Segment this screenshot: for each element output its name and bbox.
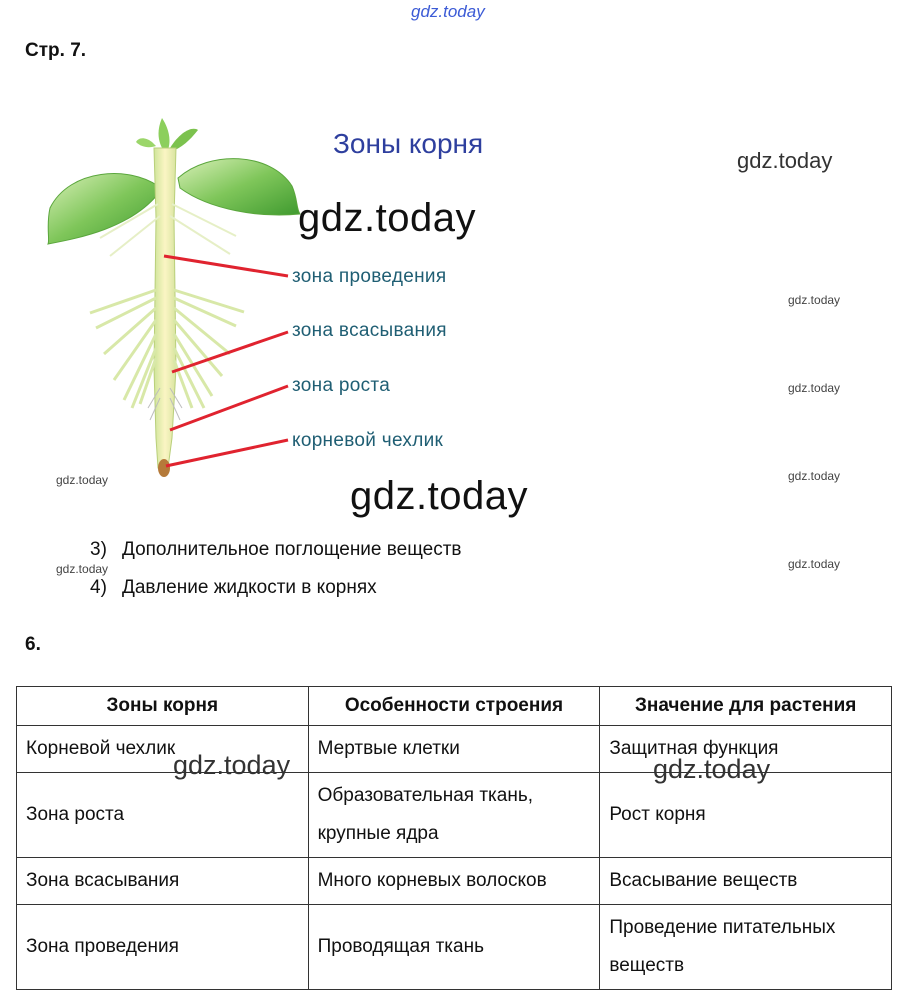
- root-hairs-left: [90, 290, 156, 408]
- page-title: Стр. 7.: [25, 40, 87, 61]
- root-hairs-right: [174, 290, 244, 408]
- table-header-cell: Значение для растения: [600, 687, 892, 726]
- watermark-small: gdz.today: [788, 557, 841, 571]
- watermark-small: gdz.today: [788, 469, 841, 483]
- label-conduction-zone: зона проведения: [292, 266, 447, 287]
- watermark-large: gdz.today: [298, 196, 476, 240]
- watermark: gdz.today: [737, 148, 833, 173]
- list-number: 3): [90, 539, 107, 560]
- table-cell: Зона всасывания: [17, 858, 309, 905]
- table-cell: Мертвые клетки: [308, 726, 600, 773]
- table-cell: Проводящая ткань: [308, 905, 600, 990]
- table-row: [17, 858, 892, 905]
- label-growth-zone: зона роста: [292, 375, 391, 396]
- pointer-lines: [164, 256, 288, 466]
- label-root-cap: корневой чехлик: [292, 430, 444, 451]
- root-stem-shape: [154, 148, 176, 474]
- watermark-small: gdz.today: [788, 293, 841, 307]
- table-header-row: [17, 687, 892, 726]
- root-cap-shape: [158, 459, 170, 477]
- table-cell: Зона роста: [17, 773, 309, 858]
- list-text: Давление жидкости в корнях: [122, 577, 377, 598]
- left-leaf-shape: [48, 174, 158, 244]
- table-cell: Много корневых волосков: [308, 858, 600, 905]
- table-header-cell: Зоны корня: [17, 687, 309, 726]
- table-cell: Проведение питательных веществ: [600, 905, 892, 990]
- watermark-large: gdz.today: [350, 474, 528, 518]
- watermark-top: gdz.today: [411, 2, 485, 21]
- label-absorption-zone: зона всасывания: [292, 320, 447, 341]
- watermark-table: gdz.today: [653, 754, 771, 784]
- list-item: [90, 577, 377, 599]
- sprout-shape: [136, 138, 156, 147]
- table-header-cell: Особенности строения: [308, 687, 600, 726]
- table-cell: Образовательная ткань, крупные ядра: [308, 773, 600, 858]
- list-number: 4): [90, 577, 107, 598]
- table-cell: Всасывание веществ: [600, 858, 892, 905]
- table-row: [17, 905, 892, 990]
- watermark-small: gdz.today: [56, 473, 109, 487]
- watermark-small: gdz.today: [788, 381, 841, 395]
- watermark-table: gdz.today: [173, 750, 291, 780]
- right-leaf-shape: [178, 159, 300, 215]
- table-cell: Рост корня: [600, 773, 892, 858]
- table-cell: Зона проведения: [17, 905, 309, 990]
- root-zones-table: [16, 686, 892, 990]
- section-number: 6.: [25, 634, 41, 655]
- watermark-small: gdz.today: [56, 562, 109, 576]
- table-cell: Защитная функция: [600, 726, 892, 773]
- table-row: [17, 773, 892, 858]
- list-item: [90, 539, 462, 561]
- list-text: Дополнительное поглощение веществ: [122, 539, 462, 560]
- diagram-title: Зоны корня: [333, 128, 484, 159]
- table-cell: Корневой чехлик: [17, 726, 309, 773]
